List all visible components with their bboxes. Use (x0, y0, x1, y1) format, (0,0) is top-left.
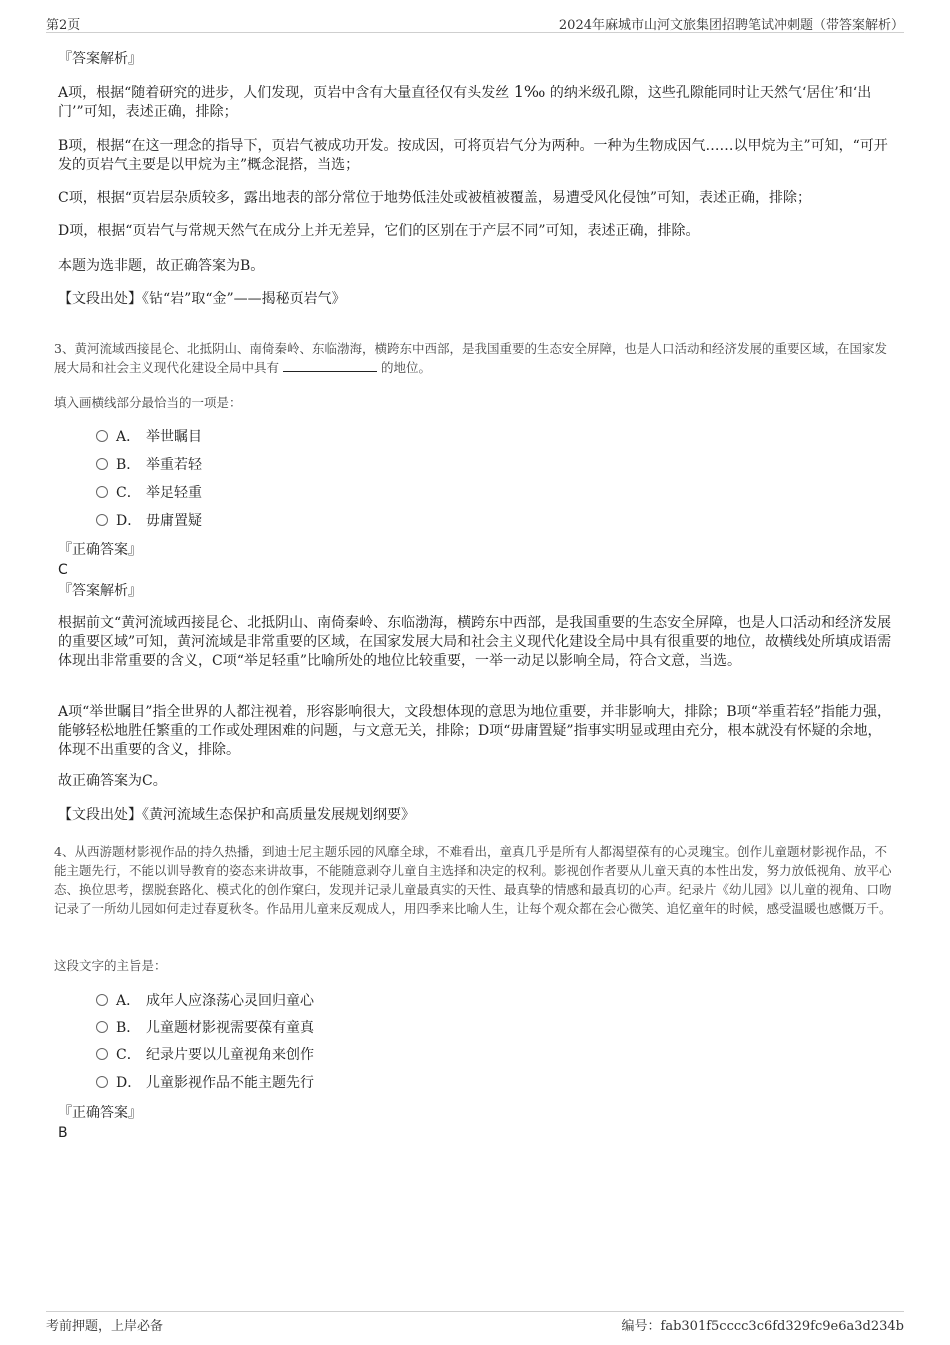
q3-analysis-1: 根据前文“黄河流域西接昆仑、北抵阴山、南倚秦岭、东临渤海，横跨东中西部，是我国重要的生态安全屏障，也是人口活动和经济发展的重要区域”可知，黄河流域是非常重要的区域，在国家发展大局和社会主义现代化建设全局中具有很重要的地位，故横线处所填成语需体现出非常重要的含义，C项“举足轻重”比喻所处的地位比较重要，一举一动足以影响全局，符合文意，当选。 (58, 615, 892, 669)
q3-stem-post: 的地位。 (380, 360, 431, 375)
radio-icon[interactable] (96, 1021, 108, 1033)
q3-analysis-label: 『答案解析』 (58, 583, 142, 599)
q2-analysis-b: B项，根据“在这一理念的指导下，页岩气被成功开发。按成因，可将页岩气分为两种。一种为生物成因气……以甲烷为主”可知，“可开发的页岩气主要是以甲烷为主”概念混搭，当选； (58, 138, 888, 173)
q2-analysis-a (58, 82, 894, 122)
q4-stem: 4、从西游题材影视作品的持久热播，到迪士尼主题乐园的风靡全球，不难看出，童真几乎是所有人都渴望葆有的心灵瑰宝。创作儿童题材影视作品，不能主题先行，不能以训导教育的姿态来讲故事，不能随意剥夺儿童自主选择和决定的权利。影视创作者要从儿童天真的本性出发，努力放低视角、放平心态、换位思考，摆脱套路化、模式化的创作窠臼，发现并记录儿童最真实的天性、最真挚的情感和最真切的心声。纪录片《幼儿园》以儿童的视角、口吻记录了一所幼儿园如何走过春夏秋冬。作品用儿童来反观成人，用四季来比喻人生，让每个观众都在会心微笑、追忆童年的时候，感受温暖也感慨万千。 (54, 844, 892, 916)
radio-icon[interactable] (96, 430, 108, 442)
q2-analysis-a-post: 的纳米级孔隙，这些孔隙能同时让天然气‘居住’和‘出门’”可知，表述正确，排除； (58, 85, 872, 120)
q2-conclusion: 本题为选非题，故正确答案为B。 (58, 258, 265, 274)
q3-source: 【文段出处】《黄河流域生态保护和高质量发展规划纲要》 (58, 807, 415, 823)
q4-option-d[interactable]: D． 儿童影视作品不能主题先行 (96, 1072, 314, 1094)
q2-analysis-a-fraction: 1‰ (513, 82, 546, 101)
q3-answer-label: 『正确答案』 (58, 542, 142, 558)
q2-analysis-label: 『答案解析』 (58, 51, 142, 67)
page-number: 第2页 (46, 18, 81, 33)
document-title: 2024年麻城市山河文旅集团招聘笔试冲刺题（带答案解析） (558, 18, 904, 33)
q3-blank-line (283, 359, 377, 372)
q4-option-a[interactable]: A． 成年人应涤荡心灵回归童心 (96, 990, 314, 1012)
q2-analysis-a-pre: A项，根据“随着研究的进步，人们发现，页岩中含有大量直径仅有头发丝 (58, 85, 510, 101)
q3-conclusion: 故正确答案为C。 (58, 773, 167, 789)
q3-option-a[interactable]: A． 举世瞩目 (96, 426, 202, 448)
q3-option-d[interactable]: D． 毋庸置疑 (96, 510, 202, 532)
q4-option-b[interactable]: B． 儿童题材影视需要葆有童真 (96, 1017, 314, 1039)
q4-option-c[interactable]: C． 纪录片要以儿童视角来创作 (96, 1044, 314, 1066)
page-header (46, 12, 904, 33)
radio-icon[interactable] (96, 486, 108, 498)
page-footer (46, 1311, 904, 1334)
q3-option-b[interactable]: B． 举重若轻 (96, 454, 202, 476)
radio-icon[interactable] (96, 1048, 108, 1060)
footer-serial: 编号：fab301f5cccc3c6fd329fc9e6a3d234b (621, 1319, 904, 1334)
radio-icon[interactable] (96, 458, 108, 470)
q2-analysis-c: C项，根据“页岩层杂质较多，露出地表的部分常位于地势低洼处或被植被覆盖，易遭受风化侵蚀”可知，表述正确，排除； (58, 190, 812, 206)
radio-icon[interactable] (96, 1076, 108, 1088)
q3-option-c[interactable]: C． 举足轻重 (96, 482, 202, 504)
q3-analysis-2: A项“举世瞩目”指全世界的人都注视着，形容影响很大，文段想体现的意思为地位重要，并非影响大，排除；B项“举重若轻”指能力强，能够轻松地胜任繁重的工作或处理困难的问题，与文意无关，排除；D项“毋庸置疑”指事实明显或理由充分，根本就没有怀疑的余地，体现不出重要的含义，排除。 (58, 704, 892, 758)
q3-answer: C (58, 562, 68, 578)
footer-slogan: 考前押题，上岸必备 (46, 1319, 164, 1334)
q2-analysis-d: D项，根据“页岩气与常规天然气在成分上并无差异，它们的区别在于产层不同”可知，表述正确，排除。 (58, 223, 700, 239)
q2-source: 【文段出处】《钻“岩”取“金”——揭秘页岩气》 (58, 291, 346, 307)
q4-answer-label: 『正确答案』 (58, 1105, 142, 1121)
q4-prompt: 这段文字的主旨是： (54, 958, 167, 973)
q3-stem (54, 339, 896, 377)
q4-answer: B (58, 1125, 68, 1141)
q3-prompt: 填入画横线部分最恰当的一项是： (54, 395, 242, 410)
q3-stem-pre: 3、黄河流域西接昆仑、北抵阴山、南倚秦岭、东临渤海，横跨东中西部，是我国重要的生态安全屏障，也是人口活动和经济发展的重要区域，在国家发展大局和社会主义现代化建设全局中具有 (54, 341, 887, 375)
radio-icon[interactable] (96, 514, 108, 526)
radio-icon[interactable] (96, 994, 108, 1006)
